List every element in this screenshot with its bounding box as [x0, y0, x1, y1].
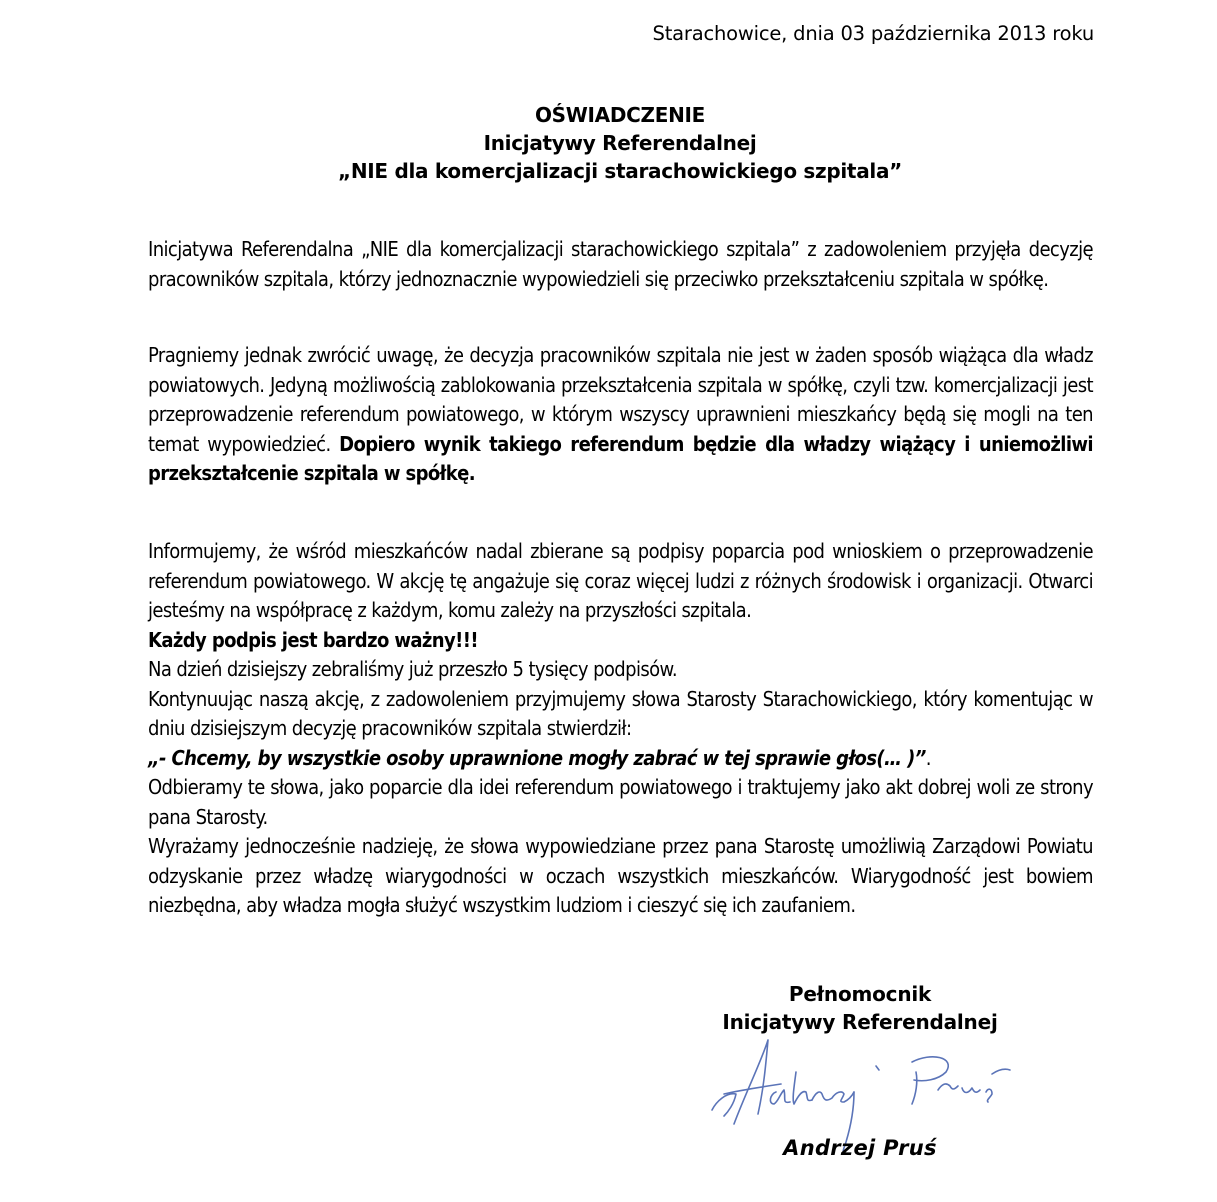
paragraph-7-text: Wyrażamy jednocześnie nadzieję, że słowa wypowiedziane przez pana Starostę umożliwią Zarządowi Powiatu odzyskanie przez władzę wiarygodności w oczach wszystkich mieszkańców. Wiarygodność jest bowiem niezbędna, aby władza mogła służyć wszystkim ludziom i cieszyć się ich zaufaniem. — [148, 834, 1093, 917]
signer-name: Andrzej Pruś — [783, 1136, 937, 1160]
paragraph-3 — [148, 537, 1093, 921]
paragraph-3-text: Informujemy, że wśród mieszkańców nadal zbierane są podpisy poparcia pod wnioskiem o przeprowadzenie referendum powiatowego. W akcję tę angażuje się coraz więcej ludzi z różnych środowisk i organizacji. Otwarci jesteśmy na współpracę z każdym, komu zależy na przyszłości szpitala. — [148, 539, 1093, 622]
starosta-quote: „- Chcemy, by wszystkie osoby uprawnione mogły zabrać w tej sprawie głos(… )” — [148, 745, 926, 770]
paragraph-2-regular: Pragniemy jednak zwrócić uwagę, że decyzja pracowników szpitala nie jest w żaden sposób wiążąca dla władz powiatowych. Jedyną możliwością zablokowania przekształcenia szpitala w spółkę, czyli tzw. komercjalizacji jest przeprowadzenie referendum powiatowego, w którym wszyscy uprawnieni mieszkańcy będą się mogli na ten temat wypowiedzieć. — [148, 343, 1093, 456]
paragraph-2 — [148, 341, 1093, 489]
paragraph-5-text: Na dzień dzisiejszy zebraliśmy już przeszło 5 tysięcy podpisów. — [148, 657, 677, 681]
paragraph-2-bold: Dopiero wynik takiego referendum będzie dla władzy wiążący i uniemożliwi przekształcenie szpitala w spółkę. — [148, 431, 1093, 485]
paragraph-4-text: Każdy podpis jest bardzo ważny!!! — [148, 627, 478, 652]
title-line-3: „NIE dla komercjalizacji starachowickiego szpitala” — [338, 159, 902, 183]
title-line-2: Inicjatywy Referendalnej — [483, 131, 757, 155]
date-line: Starachowice, dnia 03 października 2013 roku — [652, 22, 1094, 45]
title-line-1: OŚWIADCZENIE — [534, 103, 706, 127]
document-title — [0, 101, 1217, 185]
signature-role — [680, 980, 1040, 1036]
paragraph-1-text: Inicjatywa Referendalna „NIE dla komercjalizacji starachowickiego szpitala” z zadowoleniem przyjęła decyzję pracowników szpitala, którzy jednoznacznie wypowiedzieli się przeciwko przekształceniu szpitala w spółkę. — [148, 237, 1093, 291]
paragraph-2-text — [148, 341, 1093, 489]
paragraph-6-quote-line — [148, 744, 1093, 774]
paragraph-1 — [148, 235, 1093, 294]
signature-role-line-2: Inicjatywy Referendalnej — [722, 1010, 998, 1034]
paragraph-6-intro: Kontynuując naszą akcję, z zadowoleniem przyjmujemy słowa Starosty Starachowickiego, który komentując w dniu dzisiejszym decyzję pracowników szpitala stwierdził: — [148, 686, 1093, 740]
quote-period: . — [925, 745, 931, 770]
signature-role-line-1: Pełnomocnik — [788, 982, 932, 1006]
paragraph-6-after: Odbieramy te słowa, jako poparcie dla idei referendum powiatowego i traktujemy jako akt dobrej woli ze strony pana Starosty. — [148, 775, 1093, 829]
